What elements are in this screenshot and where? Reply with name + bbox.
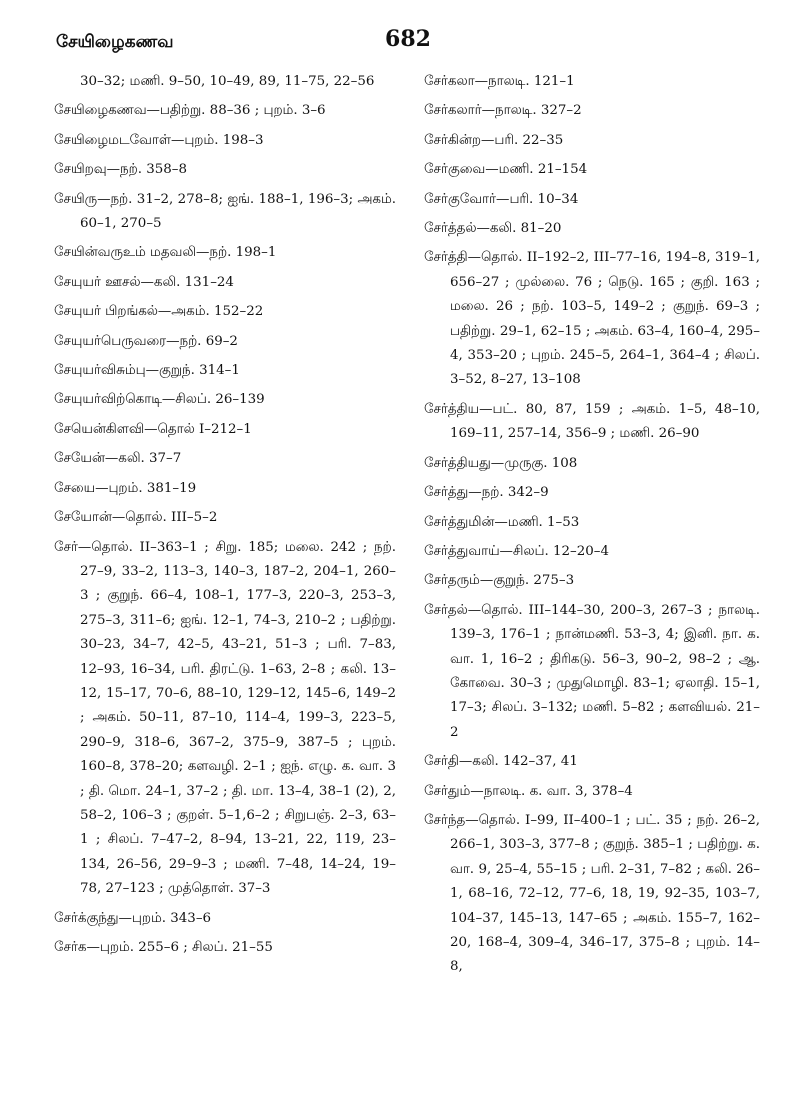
page-header — [56, 22, 760, 62]
index-entry: சேர்த்திய—பட். 80, 87, 159 ; அகம். 1–5, 48–10, 169–11, 257–14, 356–9 ; மணி. 26–90 — [424, 401, 760, 442]
running-head: சேயிழைகணவ — [56, 32, 174, 52]
index-entry: சேர்கலார்—நாலடி. 327–2 — [424, 103, 582, 119]
index-entry: சேயுயர் பிறங்கல்—அகம். 152–22 — [54, 304, 264, 320]
index-entry: சேர்ந்த—தொல். I–99, II–400–1 ; பட். 35 ; நற். 26–2, 266–1, 303–3, 377–8 ; குறுந். 385–1 ; பதிற்று. க. வா. 9, 25–4, 55–15 ; பரி. 2–31, 7–82 ; கலி. 26–1, 68–16, 72–12, 77–6, 18, 19, 92–35, 103–7, 104–37, 145–13, 147–65 ; அகம். 155–7, 162–20, 168–4, 309–4, 346–17, 375–8 ; புறம். 14–8, — [424, 812, 760, 975]
index-entry: சேர்குவோர்—பரி. 10–34 — [424, 191, 579, 207]
page-number: 682 — [385, 26, 431, 52]
index-entry: சேயிரு—நற். 31–2, 278–8; ஐங். 188–1, 196–3; அகம். 60–1, 270–5 — [54, 191, 396, 232]
index-entry: சேர்த்துமின்—மணி. 1–53 — [424, 514, 580, 530]
index-entry: சேயிறவு—நற். 358–8 — [54, 162, 187, 178]
index-entry: சேயுயர்பெருவரை—நற். 69–2 — [54, 333, 238, 349]
index-entry: சேர்—தொல். II–363–1 ; சிறு. 185; மலை. 242 ; நற். 27–9, 33–2, 113–3, 140–3, 187–2, 204–1, 260–3 ; குறுந். 66–4, 108–1, 177–3, 220–3, 253–3, 275–3, 311–6; ஐங். 12–1, 74–3, 210–2 ; பதிற்று. 30–23, 34–7, 42–5, 43–21, 51–3 ; பரி. 7–83, 12–93, 16–34, பரி. திரட்டு. 1–63, 2–8 ; கலி. 13–12, 15–17, 70–6, 88–10, 129–12, 145–6, 149–2 ; அகம். 50–11, 87–10, 114–4, 199–3, 223–5, 290–9, 318–6, 367–2, 375–9, 387–5 ; புறம். 160–8, 378–20; களவழி. 2–1 ; ஐந். எழு. க. வா. 3 ; தி. மொ. 24–1, 37–2 ; தி. மா. 13–4, 38–1 (2), 2, 58–2, 106–3 ; குறள். 5–1,6–2 ; சிறுபஞ். 2–3, 63–1 ; சிலப். 7–47–2, 8–94, 13–21, 22, 119, 23–134, 26–56, 29–9–3 ; மணி. 7–48, 14–24, 19–78, 27–123 ; முத்தொள். 37–3 — [54, 539, 396, 897]
index-entry: சேர்தரும்—குறுந். 275–3 — [424, 573, 575, 589]
index-entry: சேயுயர்விற்கொடி—சிலப். 26–139 — [54, 392, 265, 408]
index-entry: சேர்த்து—நற். 342–9 — [424, 485, 549, 501]
index-entry: சேர்கலா—நாலடி. 121–1 — [424, 74, 575, 89]
index-entry: சேயேன்—கலி. 37–7 — [54, 451, 182, 467]
right-column — [424, 70, 760, 985]
index-entry: சேர்க—புறம். 255–6 ; சிலப். 21–55 — [54, 940, 273, 955]
left-column — [54, 70, 396, 965]
index-entry: சேயை—புறம். 381–19 — [54, 480, 197, 496]
index-entry: சேர்த்துவாய்—சிலப். 12–20–4 — [424, 543, 610, 559]
index-entry: சேர்குவை—மணி. 21–154 — [424, 162, 588, 178]
index-entry: சேயிழைமடவோள்—புறம். 198–3 — [54, 132, 264, 148]
index-entry: சேர்த்தல்—கலி. 81–20 — [424, 221, 562, 237]
index-entry: சேயுயர்விசும்பு—குறுந். 314–1 — [54, 363, 240, 379]
index-entry: சேயோன்—தொல். III–5–2 — [54, 510, 218, 526]
index-entry: சேர்த்தியது—முருகு. 108 — [424, 455, 578, 471]
index-entry: சேர்தல்—தொல். III–144–30, 200–3, 267–3 ; நாலடி. 139–3, 176–1 ; நான்மணி. 53–3, 4; இனி. நா. க. வா. 1, 16–2 ; திரிகடு. 56–3, 90–2, 98–2 ; ஆ. கோவை. 30–3 ; முதுமொழி. 83–1; ஏலாதி. 15–1, 17–3; சிலப். 3–132; மணி. 5–82 ; களவியல். 21–2 — [424, 602, 760, 740]
index-entry: சேர்கின்ற—பரி. 22–35 — [424, 132, 564, 148]
index-entry: சேர்த்தி—தொல். II–192–2, III–77–16, 194–8, 319–1, 656–27 ; முல்லை. 76 ; நெடு. 165 ; குறி. 163 ; மலை. 26 ; நற். 103–5, 149–2 ; குறுந். 69–3 ; பதிற்று. 29–1, 62–15 ; அகம். 63–4, 160–4, 295–4, 353–20 ; புறம். 245–5, 264–1, 364–4 ; சிலப். 3–52, 8–27, 13–108 — [424, 250, 760, 388]
index-entry: சேர்தி—கலி. 142–37, 41 — [424, 754, 578, 770]
index-entry: சேயிழைகணவ—பதிற்று. 88–36 ; புறம். 3–6 — [54, 103, 326, 119]
index-entry: சேயின்வருஉம் மதவலி—நற். 198–1 — [54, 245, 277, 261]
index-entry: சேர்க்குந்து—புறம். 343–6 — [54, 910, 212, 926]
index-entry: சேயுயர் ஊசல்—கலி. 131–24 — [54, 274, 234, 290]
index-entry-continued: 30–32; மணி. 9–50, 10–49, 89, 11–75, 22–56 — [80, 74, 375, 89]
index-entry: சேயென்கிளவி—தொல் I–212–1 — [54, 421, 252, 437]
index-entry: சேர்தும்—நாலடி. க. வா. 3, 378–4 — [424, 783, 633, 799]
